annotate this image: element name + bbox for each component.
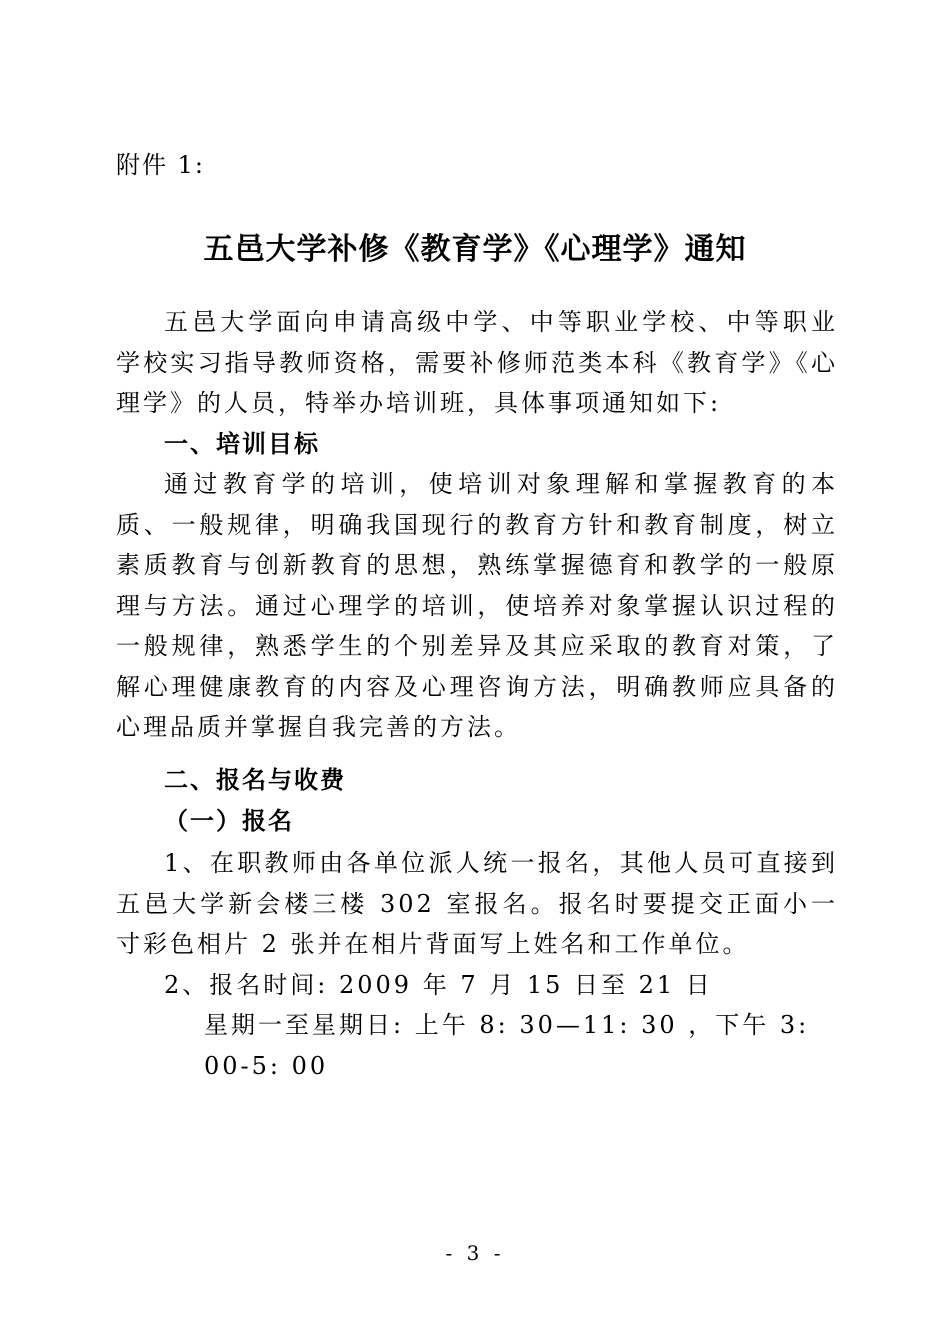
section-heading-registration-fees: 二、报名与收费 (164, 765, 346, 794)
attachment-label: 附件 1: (116, 151, 205, 179)
intro-paragraph: 五邑大学面向申请高级中学、中等职业学校、中等职业学校实习指导教师资格，需要补修师范类本科《教育学》《心理学》的人员，特举办培训班，具体事项通知如下: (116, 308, 838, 417)
subsection-heading-registration: （一）报名 (164, 807, 294, 835)
registration-hours: 星期一至星期日: 上午 8: 30—11: 30 ，下午 3: 00-5: 00 (204, 1011, 810, 1080)
section-heading-training-goal: 一、培训目标 (164, 429, 320, 458)
training-goal-paragraph: 通过教育学的培训，使培训对象理解和掌握教育的本质、一般规律，明确我国现行的教育方针和教育制度，树立素质教育与创新教育的思想，熟练掌握德育和教学的一般原理与方法。通过心理学的培训，使培养对象掌握认识过程的一般规律，熟悉学生的个别差异及其应采取的教育对策，了解心理健康教育的内容及心理咨询方法，明确教师应具备的心理品质并掌握自我完善的方法。 (116, 470, 838, 741)
page-title: 五邑大学补修《教育学》《心理学》通知 (203, 232, 747, 267)
registration-item-1: 1、在职教师由各单位派人统一报名，其他人员可直接到五邑大学新会楼三楼 302 室报名。报名时要提交正面小一寸彩色相片 2 张并在相片背面写上姓名和工作单位。 (116, 849, 838, 958)
page-number: - 3 - (445, 1241, 505, 1265)
document-body (116, 302, 838, 1086)
registration-item-2: 2、报名时间: 2009 年 7 月 15 日至 21 日 (164, 970, 713, 999)
